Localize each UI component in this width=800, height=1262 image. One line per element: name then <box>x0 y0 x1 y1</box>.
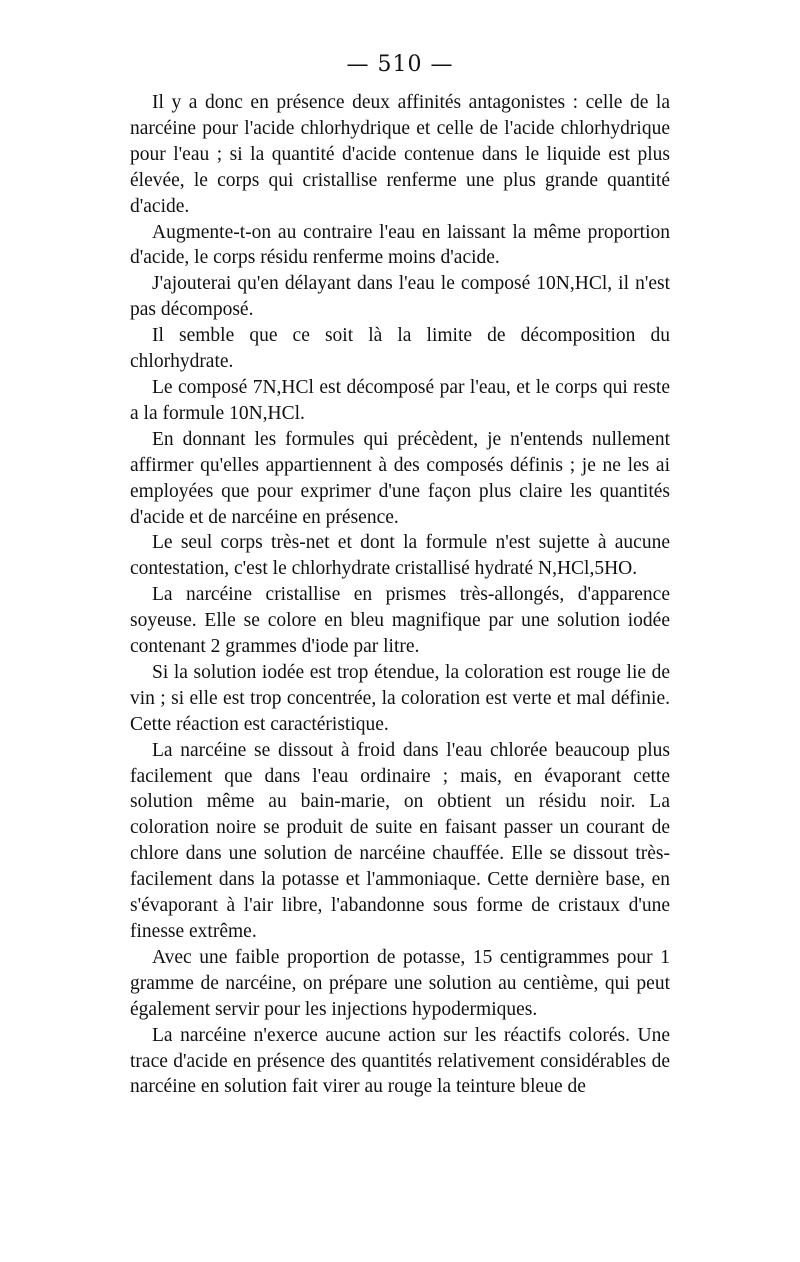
paragraph: En donnant les formules qui précèdent, je n'entends nullement affirmer qu'elles appartiennent à des composés définis ; je ne les ai employées que pour exprimer d'une façon plus claire les quantités d'acide et de narcéine en présence. <box>130 428 670 528</box>
paragraph: Le seul corps très-net et dont la formule n'est sujette à aucune contestation, c'est le chlorhydrate cristallisé hydraté N,HCl,5HO. <box>130 532 670 580</box>
paragraph: La narcéine se dissout à froid dans l'eau chlorée beaucoup plus facilement que dans l'eau ordinaire ; mais, en évaporant cette solution même au bain-marie, on obtient un résidu noir. La coloration noire se produit de suite en faisant passer un courant de chlore dans une solution de narcéine chauffée. Elle se dissout très-facilement dans la potasse et l'ammoniaque. Cette dernière base, en s'évaporant à l'air libre, l'abandonne sous forme de cristaux d'une finesse extrême. <box>130 739 670 942</box>
paragraph: J'ajouterai qu'en délayant dans l'eau le composé 10N,HCl, il n'est pas décomposé. <box>130 273 670 321</box>
page-number: — 510 — <box>346 52 454 77</box>
paragraph: Avec une faible proportion de potasse, 15 centigrammes pour 1 gramme de narcéine, on prépare une solution au centième, qui peut également servir pour les injections hypodermiques. <box>130 946 670 1020</box>
paragraph: Il semble que ce soit là la limite de décomposition du chlorhydrate. <box>130 325 670 373</box>
paragraph: Si la solution iodée est trop étendue, la coloration est rouge lie de vin ; si elle est trop concentrée, la coloration est verte et mal définie. Cette réaction est caractéristique. <box>130 661 670 735</box>
paragraph: La narcéine n'exerce aucune action sur les réactifs colorés. Une trace d'acide en présence des quantités relativement considérables de narcéine en solution fait virer au rouge la teinture bleue de <box>130 1024 670 1098</box>
paragraph: Augmente-t-on au contraire l'eau en laissant la même proportion d'acide, le corps résidu renferme moins d'acide. <box>130 221 670 269</box>
body-text <box>130 90 670 1100</box>
paragraph: Il y a donc en présence deux affinités antagonistes : celle de la narcéine pour l'acide chlorhydrique et celle de l'acide chlorhydrique pour l'eau ; si la quantité d'acide contenue dans le liquide est plus élevée, le corps qui cristallise renferme une plus grande quantité d'acide. <box>130 92 670 217</box>
paragraph: La narcéine cristallise en prismes très-allongés, d'apparence soyeuse. Elle se colore en bleu magnifique par une solution iodée contenant 2 grammes d'iode par litre. <box>130 584 670 658</box>
paragraph: Le composé 7N,HCl est décomposé par l'eau, et le corps qui reste a la formule 10N,HCl. <box>130 376 670 424</box>
